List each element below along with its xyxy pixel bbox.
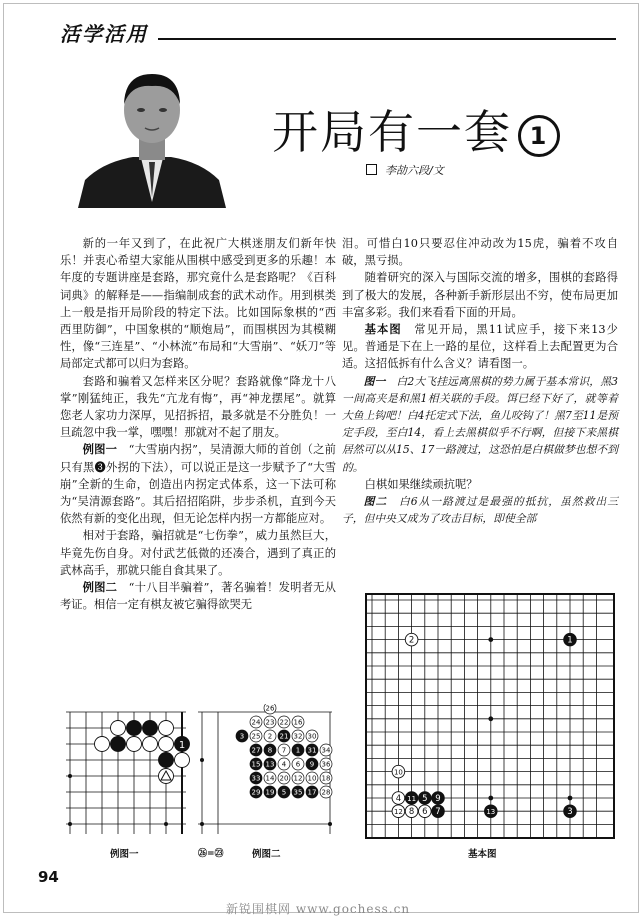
move-number: 5 (422, 794, 428, 804)
move-number: 2 (408, 635, 415, 646)
svg-text:12: 12 (293, 774, 303, 783)
figure-label: 图一 (363, 374, 386, 388)
paragraph (342, 321, 618, 373)
svg-text:26: 26 (265, 704, 275, 713)
move-number: 11 (407, 795, 417, 803)
move-number: 1 (567, 635, 573, 646)
move-number: 8 (408, 807, 415, 818)
paragraph: 套路和骗着又怎样来区分呢？套路就像“降龙十八掌”刚猛纯正，我先“亢龙有悔”，再“神龙摆尾”。就算您老人家功力深厚，见招拆招，最多就是不分胜负！一旦疏忽中我一掌，嘿嘿！那就对不起了朋友。 (60, 374, 336, 440)
move-number: 7 (435, 807, 441, 818)
move-number: 4 (395, 794, 402, 804)
svg-text:4: 4 (281, 760, 287, 769)
paragraph: 泪。可惜白10只要忍住冲动改为15虎，骗着不攻自破，黑亏损。 (342, 237, 618, 268)
svg-text:32: 32 (293, 732, 303, 741)
svg-text:30: 30 (307, 732, 317, 741)
go-board-example-2 (194, 704, 336, 840)
svg-text:22: 22 (279, 718, 289, 727)
paragraph (60, 441, 336, 527)
paragraph-text: “大雪崩内拐”，吴清源大师的首创（之前只有黑❸外拐的下法），可以说正是这一步赋予了“大雪崩”全新的生命，创造出内拐定式体系，这一下法可称为“吴清源套路”。其后招招陷阱，步步杀机，直到今天依然有新的变化出现，但无论怎样内拐一方都能应对。 (60, 443, 336, 526)
figure-label: 例图二 (82, 581, 118, 595)
svg-text:16: 16 (293, 718, 303, 727)
svg-text:1: 1 (295, 746, 301, 755)
svg-text:35: 35 (293, 788, 303, 797)
paragraph-text: “十八目半骗着”，著名骗着！发明者无从考证。相信一定有棋友被它骗得欲哭无 (60, 581, 336, 612)
square-icon (366, 164, 377, 175)
svg-text:34: 34 (321, 746, 331, 755)
figure-label: 基本图 (364, 323, 402, 337)
author-photo (73, 62, 231, 208)
paragraph: 相对于套路，骗招就是“七伤拳”，威力虽然巨大，毕竟先伤自身。对付武艺低微的还凑合，遇到了真正的武林高手，那就只能自食其果了。 (60, 529, 336, 577)
paragraph: 随着研究的深入与国际交流的增多，围棋的套路得到了极大的发展，各种新手新形层出不穷，使布局更加丰富多彩。我们来看看下面的开局。 (342, 271, 618, 319)
paragraph-text: 白6从一路渡过是最强的抵抗，虽然救出三子，但中央又成为了攻击目标，即使全部 (342, 495, 619, 526)
watermark: 新锐围棋网 www.gochess.cn (226, 902, 411, 916)
svg-text:15: 15 (251, 760, 261, 769)
svg-text:31: 31 (307, 746, 317, 755)
header-rule (158, 38, 616, 40)
paragraph (342, 493, 618, 527)
move-number: 9 (435, 794, 441, 804)
svg-text:2: 2 (267, 732, 273, 741)
figure-label: 图二 (363, 495, 388, 509)
figure-note: ㉖=㉓ (198, 849, 224, 859)
figure-caption: 基本图 (468, 849, 497, 860)
svg-text:19: 19 (265, 788, 275, 797)
paragraph-text: 白2大飞挂远离黑棋的势力属于基本常识，黑3一间高夹是和黑1相关联的手段。饵已经下好了，就等着大鱼上钩吧！白4托定式下法，鱼儿咬钩了！黑7至11是预定手段，至白14，看上去黑棋似乎不行啊，但接下来黑棋居然可以从15、17一路渡过，这恐怕是白棋做梦也想不到的。 (342, 374, 619, 474)
article-title-text: 开局有一套 (272, 105, 512, 159)
svg-text:8: 8 (267, 746, 273, 755)
article-title (272, 96, 560, 162)
author-line (366, 162, 444, 178)
move-number: 3 (567, 807, 573, 818)
svg-text:9: 9 (309, 760, 315, 769)
page-number: 94 (38, 868, 59, 886)
go-board-basic (364, 590, 616, 840)
svg-text:36: 36 (321, 760, 331, 769)
paragraph-text: 常见开局，黑11试应手，接下来13少见。普通是下在上一路的星位，这样看上去配置更为合适。这招低拆有什么含义？请看图一。 (342, 323, 618, 371)
svg-text:18: 18 (321, 774, 331, 783)
svg-text:23: 23 (265, 718, 275, 727)
svg-text:14: 14 (265, 774, 275, 783)
column-logo: 活学活用 (60, 22, 148, 46)
svg-text:27: 27 (251, 746, 261, 755)
move-number: 13 (486, 808, 496, 817)
svg-text:24: 24 (251, 718, 261, 727)
right-column (342, 235, 618, 527)
svg-text:25: 25 (251, 732, 261, 741)
svg-text:6: 6 (295, 760, 301, 769)
svg-text:17: 17 (307, 788, 317, 797)
figure-label: 例图一 (82, 443, 118, 457)
figure-caption: 例图一 (110, 849, 139, 860)
paragraph (342, 373, 618, 476)
paragraph: 新的一年又到了，在此祝广大棋迷朋友们新年快乐！并衷心希望大家能从围棋中感受到更多的乐趣！本年度的专题讲座是套路，那究竟什么是套路呢？《百科词典》的解释是——指编制成套的武术动作。用到棋类上一般是指开局阶段的特定下法。比如国际象棋的“西西里防御”，中国象棋的“顺炮局”，而围棋因为其模糊性，像“三连星”、“小林流”布局和“大雪崩”、“妖刀”等局部定式都可以归为套路。 (60, 237, 336, 371)
svg-text:7: 7 (281, 746, 287, 755)
svg-text:13: 13 (265, 760, 275, 769)
svg-text:10: 10 (307, 774, 317, 783)
svg-text:3: 3 (239, 732, 245, 741)
svg-text:20: 20 (279, 774, 289, 783)
figure-caption: 例图二 (252, 849, 281, 860)
paragraph: 白棋如果继续顽抗呢？ (364, 477, 478, 491)
svg-text:21: 21 (279, 732, 289, 741)
move-number: 12 (393, 808, 403, 817)
move-number: 6 (422, 807, 428, 818)
move-number: 10 (393, 768, 403, 777)
svg-text:33: 33 (251, 774, 261, 783)
left-column (60, 235, 336, 613)
author-name: 李劼六段/文 (385, 164, 444, 177)
svg-text:1: 1 (178, 740, 186, 751)
paragraph (60, 579, 336, 613)
svg-text:28: 28 (321, 788, 331, 797)
article-number-badge: 1 (518, 115, 560, 157)
svg-text:29: 29 (251, 788, 261, 797)
svg-text:5: 5 (281, 788, 287, 797)
go-board-example-1 (62, 704, 190, 840)
